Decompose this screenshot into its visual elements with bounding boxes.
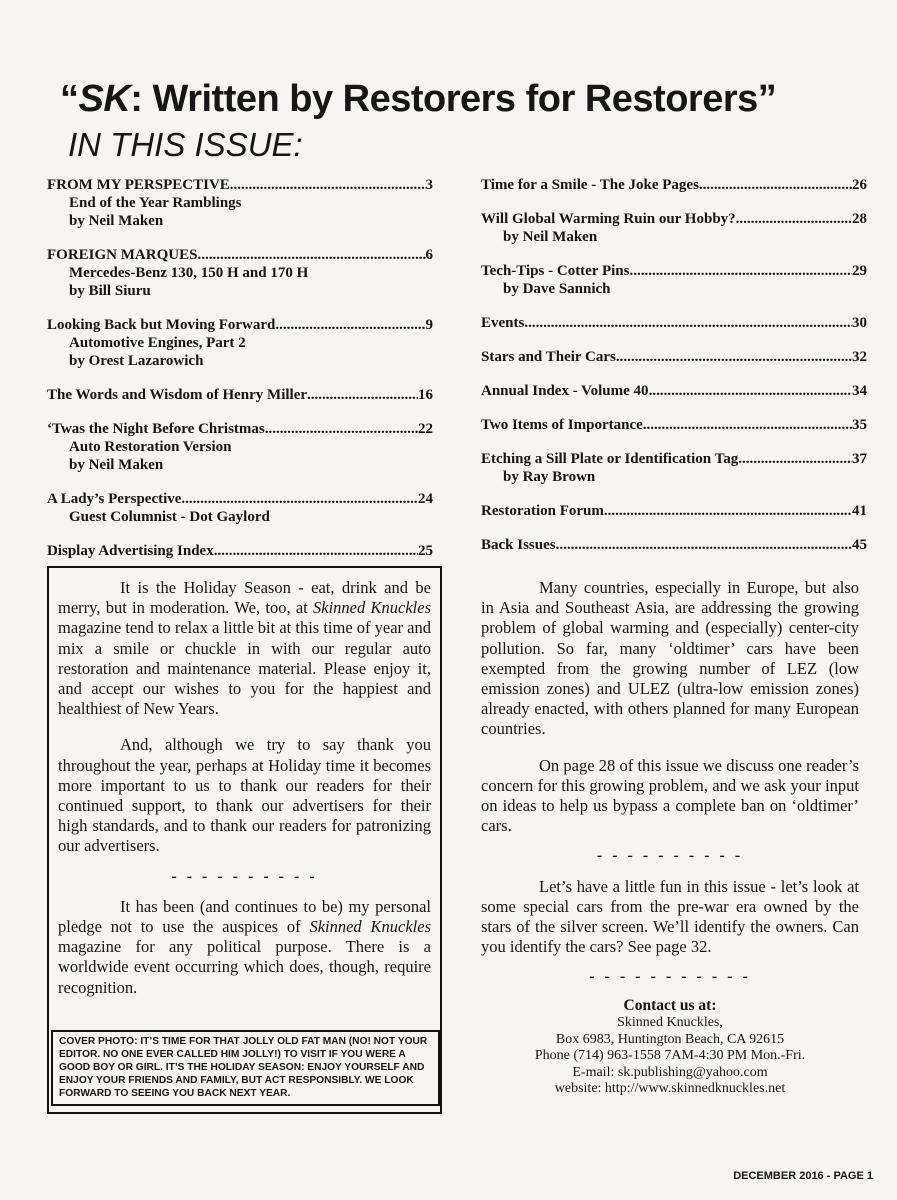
intro-paragraph-1 xyxy=(58,578,431,719)
contact-block xyxy=(481,998,859,1098)
toc-entry[interactable] xyxy=(481,416,867,434)
toc-entry[interactable] xyxy=(481,502,867,520)
toc-entry[interactable] xyxy=(481,536,867,554)
toc-dot-leader xyxy=(643,416,852,434)
toc-page-number: 3 xyxy=(425,177,433,193)
toc-page-number: 26 xyxy=(852,177,867,193)
toc-entry-title: Events xyxy=(481,315,525,331)
toc-entry-title: Stars and Their Cars xyxy=(481,349,616,365)
toc-entry-title: ‘Twas the Night Before Christmas xyxy=(47,421,265,437)
toc-entry-subtitle: by Ray Brown xyxy=(503,469,596,485)
toc-entry-subtitle: End of the Year Ramblings xyxy=(69,195,242,211)
toc-entry[interactable] xyxy=(481,382,867,400)
toc-entry[interactable] xyxy=(481,348,867,366)
masthead-title: “SK: Written by Restorers for Restorers” xyxy=(60,78,777,120)
toc-entry[interactable] xyxy=(47,386,433,404)
toc-entry[interactable] xyxy=(47,542,433,560)
toc-page-number: 9 xyxy=(425,317,433,333)
toc-entry-line xyxy=(481,348,867,366)
intro-p1-end: magazine tend to relax a little bit at this time of year and mix a smile or chuckle in with our regular auto restoration and maintenance material. Please enjoy it, and accept our wishes to you for the happiest and healthiest of New Years. xyxy=(58,618,431,719)
intro-p3-start: It has been (and continues to be) my personal pledge not to use the auspices of xyxy=(58,896,431,937)
toc-entry[interactable] xyxy=(47,176,433,230)
toc-dot-leader xyxy=(699,176,852,194)
toc-entry[interactable] xyxy=(47,246,433,300)
toc-page-number: 16 xyxy=(418,387,433,403)
intro-paragraph-2: And, although we try to say thank you throughout the year, perhaps at Holiday time it becomes more important to us to thank our readers for their continued support, to thank our advertisers for their high standards, and to thank our readers for patronizing our advertisers. xyxy=(58,735,431,856)
toc-entry-title: Time for a Smile - The Joke Pages xyxy=(481,177,699,193)
toc-entry[interactable] xyxy=(481,450,867,486)
toc-dot-leader xyxy=(604,502,852,520)
toc-entry-title: Back Issues xyxy=(481,537,556,553)
toc-entry-title: FOREIGN MARQUES xyxy=(47,247,198,263)
toc-page-number: 29 xyxy=(852,263,867,279)
toc-page-number: 6 xyxy=(425,247,433,263)
right-paragraph-3: Let’s have a little fun in this issue - let’s look at some special cars from the pre-war era owned by the stars of the silver screen. We’ll identify the owners. Can you identify the cars? See page 32. xyxy=(481,876,859,957)
toc-dot-leader xyxy=(181,490,418,508)
intro-divider: - - - - - - - - - - xyxy=(171,867,318,885)
toc-entry-line xyxy=(47,386,433,404)
toc-page-number: 28 xyxy=(852,211,867,227)
toc-entry-title: Annual Index - Volume 40 xyxy=(481,383,649,399)
contact-heading: Contact us at: xyxy=(623,996,717,1014)
toc-entry[interactable] xyxy=(481,262,867,298)
toc-page-number: 37 xyxy=(852,451,867,467)
toc-entry-title: Will Global Warming Ruin our Hobby? xyxy=(481,211,736,227)
contact-phone: Phone (714) 963-1558 7AM-4:30 PM Mon.-Fri. xyxy=(534,1048,806,1064)
toc-entry-line xyxy=(481,416,867,434)
right-divider: - - - - - - - - - - xyxy=(596,847,744,865)
intro-p1-magazine-name: Skinned Knuckles xyxy=(313,598,431,618)
toc-entry-subtitle: by Dave Sannich xyxy=(503,281,611,297)
toc-entry-line xyxy=(481,536,867,554)
toc-entry-subtitle: Automotive Engines, Part 2 xyxy=(69,335,246,351)
toc-entry-line xyxy=(481,210,867,228)
right-paragraph-1: Many countries, especially in Europe, but also in Asia and Southeast Asia, are addressing the growing problem of global warming and (especially) center-city pollution. So far, many ‘oldtimer’ cars have been exempted from the growing number of LEZ (low emission zones) and ULEZ (ultra-low emission zones) already enacted, with others planned for many European countries. xyxy=(481,578,859,739)
toc-dot-leader xyxy=(197,246,425,264)
toc-dot-leader xyxy=(230,176,426,194)
toc-entry-subtitle: Auto Restoration Version xyxy=(69,439,232,455)
toc-entry[interactable] xyxy=(47,490,433,526)
toc-entry-title: Looking Back but Moving Forward xyxy=(47,317,276,333)
toc-page-number: 25 xyxy=(418,543,433,559)
toc-page-number: 34 xyxy=(852,383,867,399)
toc-entry-subtitle: by Neil Maken xyxy=(69,213,164,229)
intro-p3-end: magazine for any political purpose. There is a worldwide event occurring which does, though, require recognition. xyxy=(58,937,431,997)
contact-website[interactable]: website: http://www.skinnedknuckles.net xyxy=(554,1081,786,1097)
toc-entry-title: Display Advertising Index xyxy=(47,543,214,559)
toc-page-number: 41 xyxy=(852,503,867,519)
toc-page-number: 32 xyxy=(852,349,867,365)
toc-entry-line xyxy=(47,542,433,560)
toc-page-number: 35 xyxy=(852,417,867,433)
toc-entry-subtitle: Mercedes-Benz 130, 150 H and 170 H xyxy=(69,265,309,281)
intro-box xyxy=(47,566,442,1114)
toc-dot-leader xyxy=(616,348,852,366)
toc-dot-leader xyxy=(275,316,425,334)
toc-dot-leader xyxy=(307,386,418,404)
toc-entry[interactable] xyxy=(47,316,433,370)
toc-dot-leader xyxy=(524,314,852,332)
toc-entry-subtitle: by Bill Siuru xyxy=(69,283,151,299)
toc-page-number: 24 xyxy=(418,491,433,507)
toc-entry-title: Tech-Tips - Cotter Pins xyxy=(481,263,630,279)
contact-line: Box 6983, Huntington Beach, CA 92615 xyxy=(555,1031,785,1047)
page-footer: DECEMBER 2016 - PAGE 1 xyxy=(733,1170,873,1182)
toc-entry-title: A Lady’s Perspective xyxy=(47,491,182,507)
cover-photo-caption: COVER PHOTO: IT’S TIME FOR THAT JOLLY OLD FAT MAN (NO! NOT YOUR EDITOR. NO ONE EVER CALLED HIM JOLLY!) TO VISIT IF YOU WERE A GOOD BOY OR GIRL. IT’S THE HOLIDAY SEASON: ENJOY YOURSELF AND ENJOY YOUR FRIENDS AND FAMILY, BUT ACT RESPONSIBLY. WE LOOK FORWARD TO SEEING YOU BACK NEXT YEAR. xyxy=(51,1030,440,1106)
toc-entry-line xyxy=(481,314,867,332)
right-divider-2: - - - - - - - - - - - xyxy=(589,968,751,986)
toc-entry-line xyxy=(481,262,867,280)
toc-dot-leader xyxy=(736,210,852,228)
toc-page-number: 22 xyxy=(418,421,433,437)
right-column-text xyxy=(481,578,859,1098)
toc-entry[interactable] xyxy=(47,420,433,474)
toc-dot-leader xyxy=(629,262,852,280)
toc-entry-subtitle: Guest Columnist - Dot Gaylord xyxy=(69,509,270,525)
toc-entry-line xyxy=(47,490,433,508)
toc-entry-line xyxy=(47,316,433,334)
toc-entry[interactable] xyxy=(481,314,867,332)
toc-dot-leader xyxy=(738,450,852,468)
toc-dot-leader xyxy=(214,542,418,560)
toc-entry-line xyxy=(481,450,867,468)
toc-entry[interactable] xyxy=(481,210,867,246)
toc-dot-leader xyxy=(556,536,852,554)
toc-entry-line xyxy=(481,382,867,400)
toc-entry-title: Restoration Forum xyxy=(481,503,604,519)
in-this-issue-heading: IN THIS ISSUE: xyxy=(68,126,303,163)
toc-dot-leader xyxy=(265,420,418,438)
toc-entry-subtitle: by Neil Maken xyxy=(503,229,598,245)
toc-entry-line xyxy=(47,420,433,438)
toc-entry[interactable] xyxy=(481,176,867,194)
toc-entry-line xyxy=(47,246,433,264)
intro-text xyxy=(49,568,440,998)
toc-entry-subtitle: by Neil Maken xyxy=(69,457,164,473)
intro-p1-start: It is the Holiday Season - eat, drink and be merry, but in moderation. We, too, at xyxy=(58,578,431,618)
intro-p3-magazine-name: Skinned Knuckles xyxy=(309,917,431,937)
contact-email[interactable]: E-mail: sk.publishing@yahoo.com xyxy=(572,1064,768,1080)
toc-entry-subtitle: by Orest Lazarowich xyxy=(69,353,204,369)
toc-right-column xyxy=(481,176,867,570)
right-paragraph-2: On page 28 of this issue we discuss one reader’s concern for this growing problem, and we ask your input on ideas to help us bypass a complete ban on ‘oldtimer’ cars. xyxy=(481,755,859,836)
toc-entry-title: Two Items of Importance xyxy=(481,417,643,433)
toc-entry-line xyxy=(481,176,867,194)
toc-entry-title: The Words and Wisdom of Henry Miller xyxy=(47,387,308,403)
toc-entry-title: FROM MY PERSPECTIVE xyxy=(47,177,230,193)
toc-entry-line xyxy=(47,176,433,194)
toc-page-number: 45 xyxy=(852,537,867,553)
toc-left-column xyxy=(47,176,433,576)
intro-paragraph-3 xyxy=(58,897,431,998)
toc-page-number: 30 xyxy=(852,315,867,331)
toc-dot-leader xyxy=(649,382,852,400)
contact-line: Skinned Knuckles, xyxy=(617,1015,723,1031)
toc-entry-title: Etching a Sill Plate or Identification Tag xyxy=(481,451,739,467)
toc-entry-line xyxy=(481,502,867,520)
